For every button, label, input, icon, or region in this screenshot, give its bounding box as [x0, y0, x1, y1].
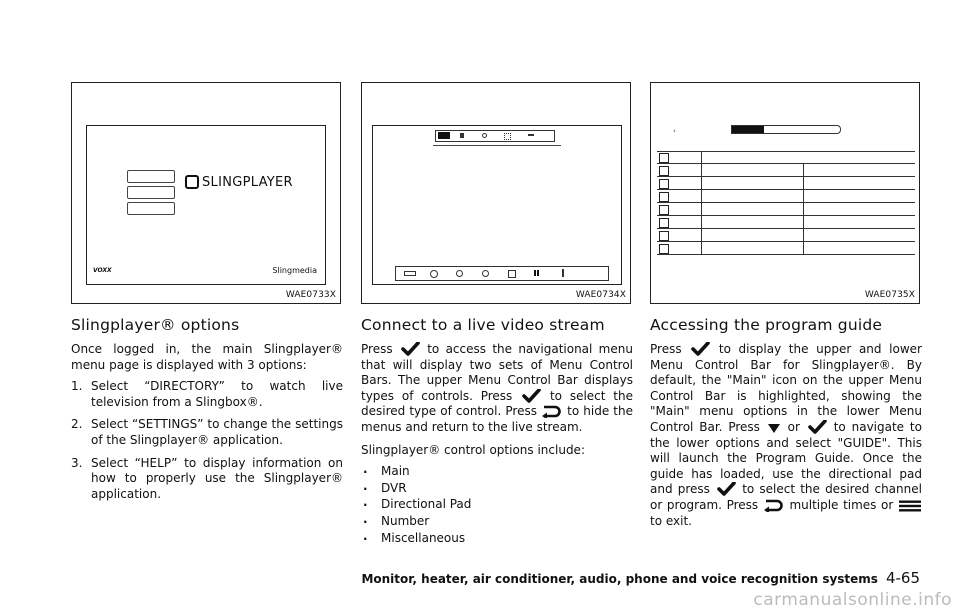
checkmark-icon	[520, 389, 542, 403]
menu-icon	[898, 500, 922, 512]
steps-list	[71, 379, 343, 502]
screen-display	[86, 125, 326, 285]
text-run: to select the desired type of control. Press	[361, 388, 633, 419]
directional-pad-icon	[482, 133, 487, 138]
text-run: multiple times or	[789, 497, 894, 512]
channel-checkbox	[659, 192, 669, 202]
step-text: Select “HELP” to display information on how to properly use the Slingplayer® application.	[91, 455, 343, 501]
guide-column-divider	[803, 163, 804, 255]
channel-checkbox	[659, 179, 669, 189]
guide-header-highlight	[732, 126, 764, 133]
text-run: to display the upper and lower Menu Control Bar for Slingplayer®. By default, the "Main" icon on the upper Menu Control Bar is highlighted, showing the "Main" menu options in the lower Menu Control Bar. Press	[650, 342, 922, 434]
step-number: 1.	[71, 379, 83, 394]
list-icon	[508, 270, 516, 278]
section-title: Slingplayer® options	[71, 316, 240, 334]
menu-button-directory	[127, 170, 175, 183]
pause-icon	[534, 270, 539, 276]
channel-checkbox	[659, 231, 669, 241]
step-text: Select “SETTINGS” to change the settings of the Slingplayer® application.	[91, 417, 343, 447]
back-arrow-icon	[541, 404, 563, 418]
text-run: or	[787, 419, 800, 434]
list-item	[71, 417, 343, 448]
guide-row	[657, 203, 915, 216]
checkmark-icon	[715, 482, 737, 496]
list-item: . DVR	[361, 481, 633, 497]
options-intro: Slingplayer® control options include:	[361, 442, 585, 457]
figure-menu-control-bars	[361, 82, 631, 304]
text-run: Press	[361, 342, 393, 356]
section-slingplayer-options	[71, 316, 343, 509]
guide-row	[657, 242, 915, 255]
step-number: 2.	[71, 417, 83, 432]
menu-button-settings	[127, 186, 175, 199]
list-item: . Main	[361, 464, 633, 480]
figure-id: WAE0735X	[864, 290, 915, 300]
miscellaneous-icon	[528, 134, 534, 136]
figure-id: WAE0734X	[575, 290, 626, 300]
text-run: to access the navigational menu that will display two sets of Menu Control Bars. The upper Menu Control Bar displays types of controls. Press	[361, 342, 633, 403]
body-paragraph	[361, 342, 633, 436]
guide-row	[657, 229, 915, 242]
figure-program-guide	[650, 82, 920, 304]
slingplayer-logo-icon	[185, 175, 199, 189]
guide-column-divider	[701, 151, 702, 255]
step-text: Select “DIRECTORY” to watch live television from a Slingbox®.	[91, 379, 343, 409]
chapter-title: Monitor, heater, air conditioner, audio, phone and voice recognition systems	[361, 572, 878, 586]
dvr-icon	[460, 133, 464, 138]
guide-icon	[430, 270, 438, 278]
checkmark-icon	[689, 342, 711, 356]
list-item: . Directional Pad	[361, 497, 633, 513]
guide-row	[657, 164, 915, 177]
back-arrow-icon	[763, 498, 785, 512]
list-item	[71, 456, 343, 503]
text-run: to exit.	[650, 513, 692, 528]
section-program-guide	[650, 316, 922, 529]
upper-menu-control-bar	[435, 130, 555, 142]
section-title: Accessing the program guide	[650, 316, 883, 334]
guide-row	[657, 190, 915, 203]
figure-slingplayer-menu	[71, 82, 341, 304]
number-icon	[504, 133, 511, 140]
guide-row	[657, 177, 915, 190]
guide-row	[657, 151, 915, 164]
body-paragraph	[650, 342, 922, 529]
page-footer	[361, 569, 920, 587]
step-number: 3.	[71, 455, 83, 470]
watermark: carmanualsonline.info	[753, 590, 952, 610]
channel-checkbox	[659, 153, 669, 163]
intro-paragraph: Once logged in, the main Slingplayer® menu page is displayed with 3 options:	[71, 342, 343, 372]
text-run: to navigate to the lower options and select "GUIDE". This will launch the Program Guide. Once the guide has loaded, use the directional pad and press	[650, 419, 922, 497]
search-icon	[456, 270, 463, 277]
list-item	[71, 379, 343, 410]
down-arrow-icon	[766, 422, 782, 434]
channel-checkbox	[659, 218, 669, 228]
back-icon: ‹	[673, 127, 676, 135]
slingmedia-logo: Slingmedia	[272, 266, 317, 275]
section-title: Connect to a live video stream	[361, 316, 605, 334]
voxx-logo: VOXX	[93, 267, 112, 274]
screen-display	[372, 125, 622, 285]
menu-icon	[404, 271, 416, 276]
text-run: to select the desired channel or program. Press	[650, 482, 922, 512]
lower-menu-control-bar	[395, 266, 609, 281]
page-number: 4-65	[885, 569, 920, 587]
list-item: . Miscellaneous	[361, 531, 633, 547]
text-run: to hide the menus and return to the live stream.	[361, 404, 633, 434]
info-icon	[482, 270, 489, 277]
section-live-video-stream	[361, 316, 633, 547]
text-run: Press	[650, 342, 682, 356]
list-item: . Number	[361, 514, 633, 530]
figure-id: WAE0733X	[285, 290, 336, 300]
checkmark-icon	[399, 342, 421, 356]
channel-checkbox	[659, 205, 669, 215]
checkmark-icon	[806, 420, 828, 434]
channel-checkbox	[659, 166, 669, 176]
video-area-divider	[433, 145, 561, 146]
main-icon	[438, 132, 450, 139]
menu-button-help	[127, 202, 175, 215]
channel-checkbox	[659, 244, 669, 254]
guide-row	[657, 216, 915, 229]
slingplayer-brand: SLINGPLAYER	[202, 175, 293, 190]
guide-header-bar	[731, 125, 841, 134]
thumb-icon	[562, 269, 564, 277]
options-list	[361, 464, 633, 546]
